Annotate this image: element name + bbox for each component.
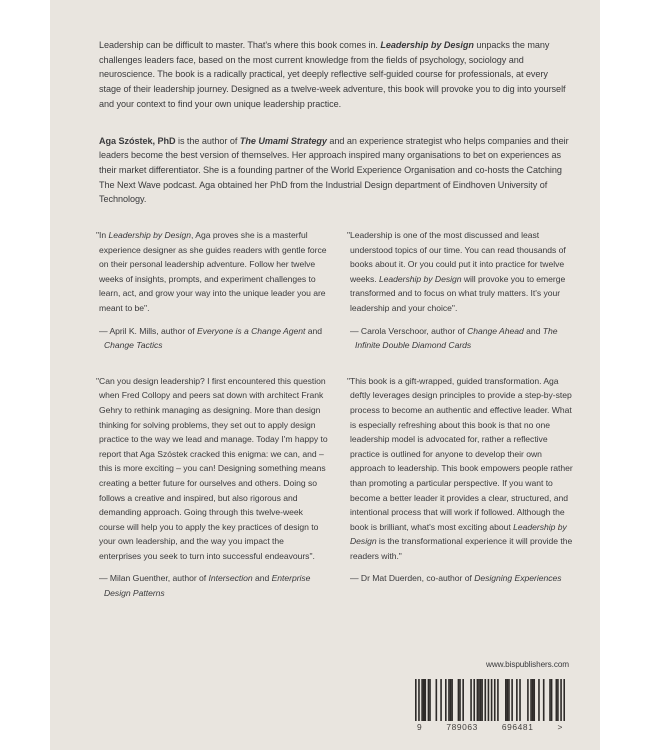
isbn-number [415,721,565,732]
testimonial [96,228,328,353]
author-bio: Aga Szóstek, PhD is the author of The Umami Strategy and an experience strategist who helps companies and their leaders become the best version of themselves. Her approach inspired many organisations to bet on experiences as their market differentiator. She is a founding partner of the World Experience Organisation and co-hosts the Catching The Next Wave podcast. Aga obtained her PhD from the Industrial Design department of Eindhoven University of Technology. [99,135,569,205]
isbn-group-2: 696481 [501,722,534,732]
testimonial-quote: "Can you design leadership? I first encountered this question when Fred Collopy and peers sat down with architect Frank Gehry to rethink managing as designing. More than design thinking for solving problems, they set out to apply design practice to the way we lead and manage. Today I'm happy to report that Aga Szóstek cracked this enigma: we can, and – this is more exciting – you can! Designing something means creating a better future for ourselves and others. Doing so follows a creative and inspired, but also rigorous and demanding approach. Going through this twelve-week course will help you to apply the key practices of design to your own leadership, and the way you impact the enterprises you seek to turn into successful endeavours". [96,375,328,561]
testimonial [347,374,579,586]
testimonial-quote: "This book is a gift-wrapped, guided transformation. Aga deftly leverages design principles to provide a step-by-step process to become an authentic and effective leader. What is especially refreshing about this book is that no one leadership model is advocated for, rather a reflective practice is outlined for anyone to develop their own approach to leadership. This book empowers people rather than promoting a particular perspective. If you want to become a better leader it provides a clear, structured, and intentional process that will work if followed. Although the book is brilliant, what's most exciting about Leadership by Design is the transformational experience it will provide the readers with." [347,375,573,561]
testimonial-attribution: — Dr Mat Duerden, co-author of Designing Experiences [350,573,562,584]
book-back-cover [50,0,600,750]
testimonial [96,374,328,601]
testimonial-quote: "Leadership is one of the most discussed and least understood topics of our time. You can read thousands of books about it. Or you could put it into practice for twelve weeks. Leadership by Design will provoke you to emerge transformed and to focus on what truly matters. It's your leadership and your choice". [347,230,566,313]
testimonials-columns [96,228,579,622]
testimonial-attribution: — April K. Mills, author of Everyone is a Change Agent and Change Tactics [99,325,322,351]
isbn-barcode [411,676,569,733]
testimonial-attribution: — Carola Verschoor, author of Change Ahead and The Infinite Double Diamond Cards [350,325,558,351]
testimonials-column-left [96,228,328,622]
publisher-website: www.bispublishers.com [486,660,569,669]
testimonial [347,228,579,353]
testimonial-attribution: — Milan Guenther, author of Intersection and Enterprise Design Patterns [99,573,311,599]
isbn-left-digit: 9 [417,722,423,732]
testimonial-quote: "In Leadership by Design, Aga proves she is a masterful experience designer as she guides readers with gentle force on their personal leadership adventure. Follow her twelve weeks of insights, prompts, and experiment challenges to learn, act, and grow your way into the unique leader you are meant to be". [96,230,327,313]
testimonials-column-right [347,228,579,622]
publisher-block [411,660,569,733]
barcode-bars-icon [415,679,565,721]
cover-text-block [99,38,569,207]
isbn-right-symbol: > [557,722,563,732]
isbn-group-1: 789063 [446,722,478,732]
book-description: Leadership can be difficult to master. That's where this book comes in. Leadership by Design unpacks the many challenges leaders face, based on the most current knowledge from the fields of psychology, sociology and neuroscience. The book is a radically practical, yet deeply reflective self-guided course for professionals, at every stage of their leadership journey. Designed as a twelve-week adventure, this book will provoke you to dig into yourself and your context to find your own unique leadership practice. [99,40,566,109]
